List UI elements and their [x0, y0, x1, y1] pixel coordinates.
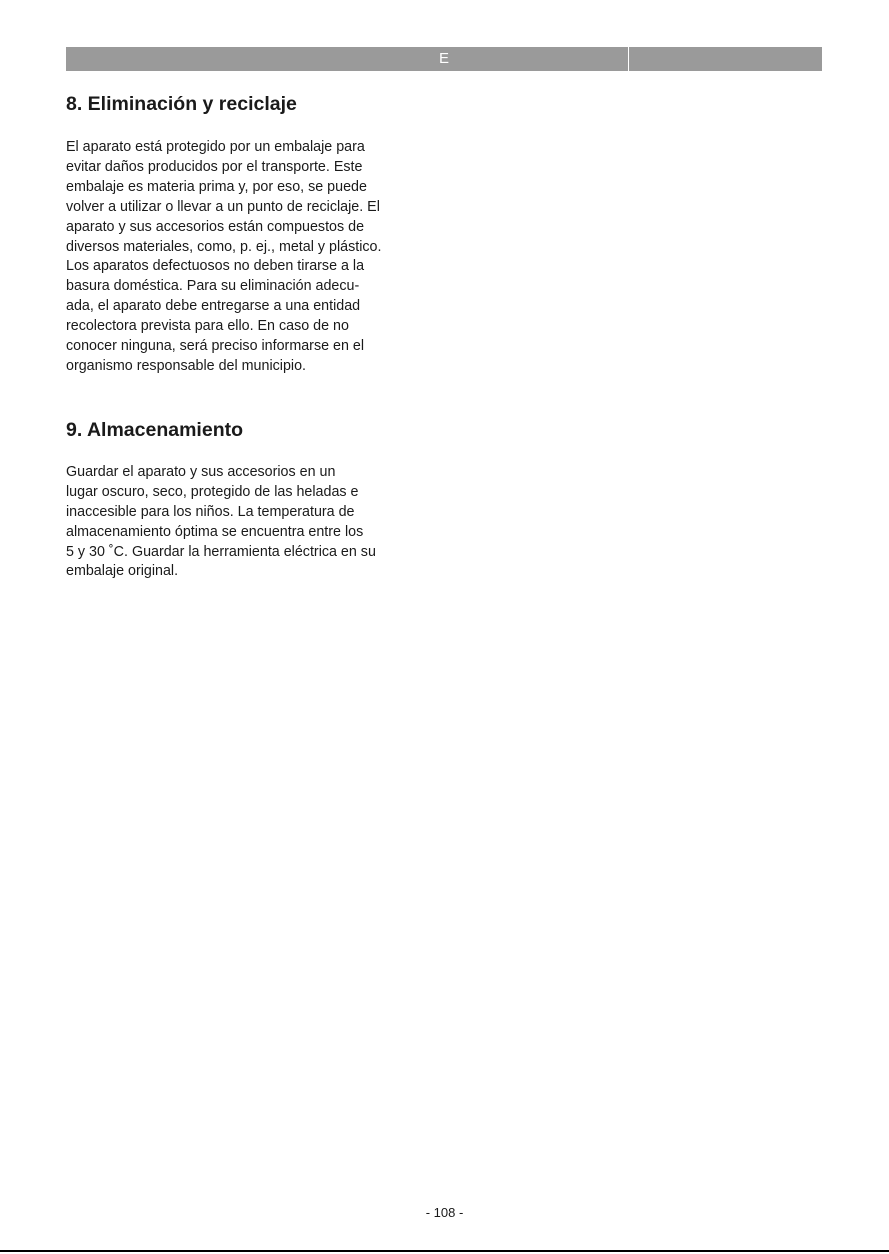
body-line: recolectora prevista para ello. En caso de no	[66, 318, 349, 335]
section-title-storage: 9. Almacenamiento	[66, 418, 244, 441]
bottom-rule	[0, 1250, 889, 1252]
section-body-storage	[66, 463, 438, 582]
body-line: organismo responsable del municipio.	[66, 357, 307, 374]
body-line: Guardar el aparato y sus accesorios en un	[66, 463, 336, 480]
language-code: E	[438, 50, 449, 67]
section-body-disposal	[66, 138, 438, 377]
body-line: El aparato está protegido por un embalaje para	[66, 139, 365, 155]
header-divider	[628, 47, 629, 71]
page-number: - 108 -	[425, 1205, 464, 1220]
page-content	[66, 88, 438, 582]
body-line: Los aparatos defectuosos no deben tirarse a la	[66, 258, 365, 275]
language-header-bar	[66, 47, 822, 71]
body-line: almacenamiento óptima se encuentra entre los	[66, 523, 364, 540]
section-title-disposal: 8. Eliminación y reciclaje	[66, 93, 297, 115]
body-line: diversos materiales, como, p. ej., metal y plástico.	[66, 238, 382, 255]
body-line: volver a utilizar o llevar a un punto de reciclaje. El	[66, 198, 380, 215]
body-line: 5 y 30 ˚C. Guardar la herramienta eléctrica en su	[66, 543, 376, 560]
body-line: ada, el aparato debe entregarse a una entidad	[66, 298, 361, 315]
body-line: basura doméstica. Para su eliminación adecu-	[66, 278, 360, 295]
body-line: evitar daños producidos por el transporte. Este	[66, 158, 363, 175]
body-line: embalaje original.	[66, 563, 179, 580]
body-line: aparato y sus accesorios están compuestos de	[66, 218, 365, 235]
body-line: conocer ninguna, será preciso informarse en el	[66, 338, 365, 355]
body-line: inaccesible para los niños. La temperatura de	[66, 503, 355, 520]
body-line: embalaje es materia prima y, por eso, se puede	[66, 178, 367, 195]
body-line: lugar oscuro, seco, protegido de las heladas e	[66, 483, 359, 500]
